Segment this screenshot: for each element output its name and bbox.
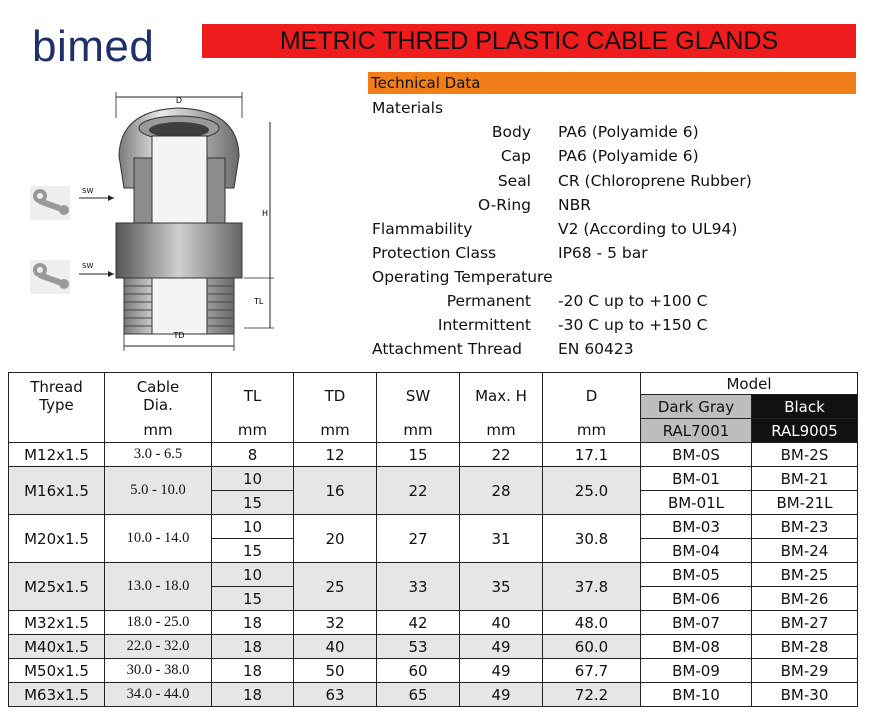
cell-max-h: 35 bbox=[460, 563, 543, 611]
cell-model-gray: BM-06 bbox=[641, 587, 752, 611]
technical-data-header: Technical Data bbox=[368, 72, 856, 94]
flammability-value: V2 (According to UL94) bbox=[558, 220, 738, 238]
cell-thread: M63x1.5 bbox=[9, 683, 105, 707]
cell-model-gray: BM-04 bbox=[641, 539, 752, 563]
cell-tl: 18 bbox=[212, 611, 294, 635]
cell-tl: 15 bbox=[212, 491, 294, 515]
cap-value: PA6 (Polyamide 6) bbox=[558, 147, 699, 165]
cell-model-gray: BM-01 bbox=[641, 467, 752, 491]
cell-d: 67.7 bbox=[543, 659, 641, 683]
seal-value: CR (Chloroprene Rubber) bbox=[558, 172, 752, 190]
cable-gland-diagram bbox=[24, 88, 284, 356]
dim-tl-label: TL bbox=[254, 297, 264, 306]
cell-tl: 18 bbox=[212, 635, 294, 659]
header-d: D bbox=[543, 373, 641, 419]
cell-model-black: BM-25 bbox=[752, 563, 858, 587]
attachment-thread-label: Attachment Thread bbox=[372, 340, 522, 358]
dim-td-label: TD bbox=[173, 331, 185, 340]
cell-model-gray: BM-07 bbox=[641, 611, 752, 635]
page-title: METRIC THRED PLASTIC CABLE GLANDS bbox=[202, 24, 856, 58]
cell-max-h: 49 bbox=[460, 683, 543, 707]
cell-model-black: BM-28 bbox=[752, 635, 858, 659]
unit-tl: mm bbox=[212, 419, 294, 443]
cell-d: 72.2 bbox=[543, 683, 641, 707]
header-ral7001: RAL7001 bbox=[641, 419, 752, 443]
intermittent-label: Intermittent bbox=[437, 316, 531, 334]
wrench-icon bbox=[30, 260, 70, 294]
cell-sw: 22 bbox=[377, 467, 460, 515]
cell-max-h: 40 bbox=[460, 611, 543, 635]
cell-tl: 8 bbox=[212, 443, 294, 467]
unit-cable: mm bbox=[105, 419, 212, 443]
cell-sw: 33 bbox=[377, 563, 460, 611]
cell-max-h: 49 bbox=[460, 659, 543, 683]
oring-value: NBR bbox=[558, 196, 591, 214]
header-tl: TL bbox=[212, 373, 294, 419]
cell-td: 20 bbox=[294, 515, 377, 563]
cell-model-gray: BM-08 bbox=[641, 635, 752, 659]
oring-label: O-Ring bbox=[478, 196, 531, 214]
dim-h-label: H bbox=[262, 209, 269, 218]
table-row bbox=[9, 635, 858, 659]
cell-cable-dia: 13.0 - 18.0 bbox=[105, 563, 212, 611]
header-black: Black bbox=[752, 395, 858, 419]
seal-label: Seal bbox=[497, 172, 531, 190]
cell-d: 37.8 bbox=[543, 563, 641, 611]
cell-sw: 60 bbox=[377, 659, 460, 683]
header-td: TD bbox=[294, 373, 377, 419]
cell-model-gray: BM-03 bbox=[641, 515, 752, 539]
cell-thread: M20x1.5 bbox=[9, 515, 105, 563]
cell-max-h: 22 bbox=[460, 443, 543, 467]
wrench-icon bbox=[30, 186, 70, 220]
cell-d: 17.1 bbox=[543, 443, 641, 467]
cell-model-gray: BM-05 bbox=[641, 563, 752, 587]
cell-td: 50 bbox=[294, 659, 377, 683]
cell-model-black: BM-21 bbox=[752, 467, 858, 491]
cell-cable-dia: 10.0 - 14.0 bbox=[105, 515, 212, 563]
cell-model-black: BM-27 bbox=[752, 611, 858, 635]
cell-d: 30.8 bbox=[543, 515, 641, 563]
cell-sw: 27 bbox=[377, 515, 460, 563]
cell-cable-dia: 34.0 - 44.0 bbox=[105, 683, 212, 707]
header-ral9005: RAL9005 bbox=[752, 419, 858, 443]
cell-thread: M16x1.5 bbox=[9, 467, 105, 515]
body-value: PA6 (Polyamide 6) bbox=[558, 123, 699, 141]
product-table bbox=[8, 372, 858, 707]
unit-max-h: mm bbox=[460, 419, 543, 443]
cell-thread: M25x1.5 bbox=[9, 563, 105, 611]
permanent-value: -20 C up to +100 C bbox=[558, 292, 708, 310]
cell-cable-dia: 3.0 - 6.5 bbox=[105, 443, 212, 467]
cell-td: 16 bbox=[294, 467, 377, 515]
cell-sw: 65 bbox=[377, 683, 460, 707]
cell-model-black: BM-24 bbox=[752, 539, 858, 563]
cell-td: 32 bbox=[294, 611, 377, 635]
cell-cable-dia: 18.0 - 25.0 bbox=[105, 611, 212, 635]
cap-label: Cap bbox=[500, 147, 531, 165]
cell-cable-dia: 22.0 - 32.0 bbox=[105, 635, 212, 659]
cell-td: 40 bbox=[294, 635, 377, 659]
cell-model-gray: BM-10 bbox=[641, 683, 752, 707]
cell-model-black: BM-30 bbox=[752, 683, 858, 707]
bimed-logo: bimed bbox=[32, 22, 155, 71]
protection-class-value: IP68 - 5 bar bbox=[558, 244, 648, 262]
cell-td: 63 bbox=[294, 683, 377, 707]
cell-tl: 10 bbox=[212, 563, 294, 587]
header-thread-type: Thread Type bbox=[9, 373, 105, 419]
header-max-h: Max. H bbox=[460, 373, 543, 419]
attachment-thread-value: EN 60423 bbox=[558, 340, 634, 358]
materials-label: Materials bbox=[372, 99, 444, 117]
cell-model-black: BM-2S bbox=[752, 443, 858, 467]
header-cable-dia: Cable Dia. bbox=[105, 373, 212, 419]
header-thread-blank bbox=[9, 419, 105, 443]
body-label: Body bbox=[491, 123, 531, 141]
header-model: Model bbox=[641, 373, 858, 395]
table-row bbox=[9, 683, 858, 707]
cell-model-gray: BM-01L bbox=[641, 491, 752, 515]
cell-model-gray: BM-09 bbox=[641, 659, 752, 683]
cell-tl: 15 bbox=[212, 539, 294, 563]
cell-td: 25 bbox=[294, 563, 377, 611]
cell-d: 60.0 bbox=[543, 635, 641, 659]
table-row bbox=[9, 611, 858, 635]
table-row bbox=[9, 515, 858, 539]
cell-sw: 53 bbox=[377, 635, 460, 659]
table-row bbox=[9, 443, 858, 467]
cell-max-h: 31 bbox=[460, 515, 543, 563]
cell-thread: M40x1.5 bbox=[9, 635, 105, 659]
flammability-label: Flammability bbox=[372, 220, 473, 238]
cell-thread: M50x1.5 bbox=[9, 659, 105, 683]
cell-max-h: 28 bbox=[460, 467, 543, 515]
intermittent-value: -30 C up to +150 C bbox=[558, 316, 708, 334]
permanent-label: Permanent bbox=[446, 292, 531, 310]
dim-sw-top-label: SW bbox=[82, 187, 94, 195]
cell-thread: M12x1.5 bbox=[9, 443, 105, 467]
table-row bbox=[9, 467, 858, 491]
operating-temperature-label: Operating Temperature bbox=[372, 268, 553, 286]
cell-d: 25.0 bbox=[543, 467, 641, 515]
cell-tl: 10 bbox=[212, 515, 294, 539]
cell-d: 48.0 bbox=[543, 611, 641, 635]
cell-td: 12 bbox=[294, 443, 377, 467]
table-row bbox=[9, 563, 858, 587]
cell-tl: 18 bbox=[212, 683, 294, 707]
cell-model-black: BM-29 bbox=[752, 659, 858, 683]
cell-model-black: BM-21L bbox=[752, 491, 858, 515]
cell-cable-dia: 30.0 - 38.0 bbox=[105, 659, 212, 683]
cell-tl: 18 bbox=[212, 659, 294, 683]
cell-model-black: BM-26 bbox=[752, 587, 858, 611]
cell-sw: 42 bbox=[377, 611, 460, 635]
cell-model-gray: BM-0S bbox=[641, 443, 752, 467]
cell-cable-dia: 5.0 - 10.0 bbox=[105, 467, 212, 515]
cell-model-black: BM-23 bbox=[752, 515, 858, 539]
unit-d: mm bbox=[543, 419, 641, 443]
table-row bbox=[9, 659, 858, 683]
cell-sw: 15 bbox=[377, 443, 460, 467]
cell-max-h: 49 bbox=[460, 635, 543, 659]
cell-tl: 10 bbox=[212, 467, 294, 491]
unit-sw: mm bbox=[377, 419, 460, 443]
dim-sw-bottom-label: SW bbox=[82, 262, 94, 270]
header-dark-gray: Dark Gray bbox=[641, 395, 752, 419]
header-sw: SW bbox=[377, 373, 460, 419]
unit-td: mm bbox=[294, 419, 377, 443]
cell-tl: 15 bbox=[212, 587, 294, 611]
protection-class-label: Protection Class bbox=[372, 244, 497, 262]
dim-d-label: D bbox=[175, 96, 183, 105]
cell-thread: M32x1.5 bbox=[9, 611, 105, 635]
